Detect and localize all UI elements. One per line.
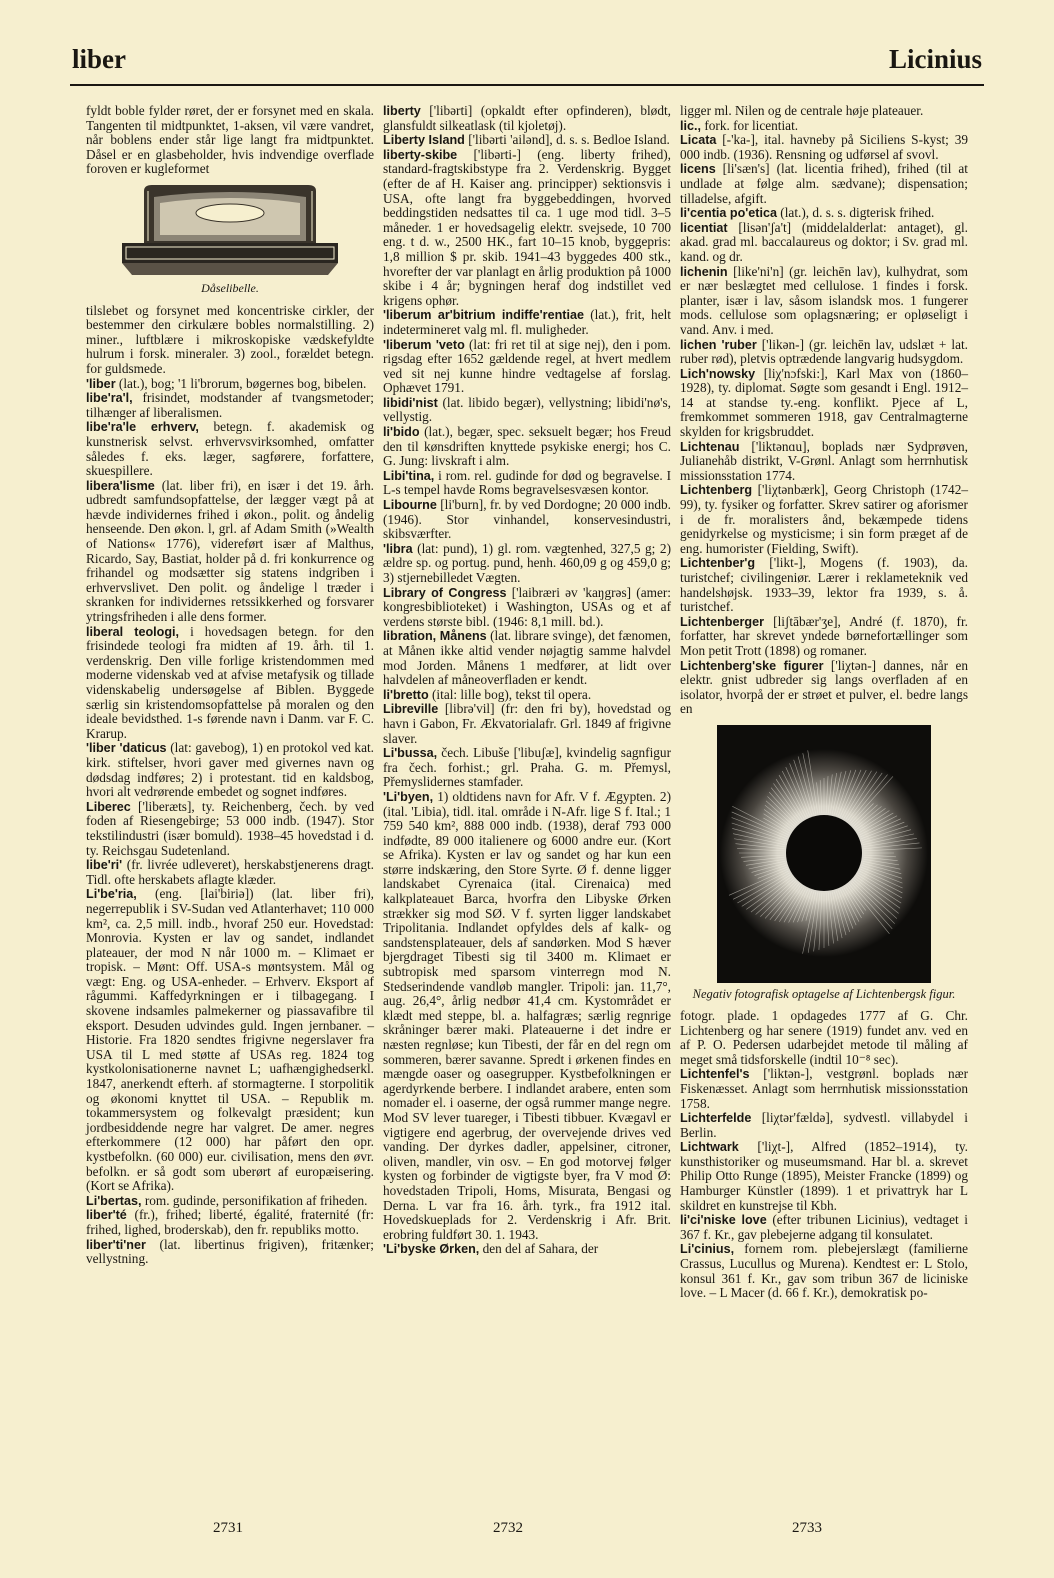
entry-text: ['liχtənbærk], Georg Christoph (1742–99), ty. fysiker og forfatter. Skrev satirer og aforismer i de fr. moralisters ånd, bekæmpede tidens genidyrkelse og mysticisme; i sin form præget af de eng. humorister (Fielding, Swift).	[680, 482, 968, 556]
entry-headword: libera'lisme	[86, 478, 155, 493]
entry-headword: liberty	[383, 104, 421, 118]
entry-text: ['liktənɑu], boplads nær Sydprøven, Julianehåb distrikt, V-Grønl. Anlagt som herrnhutisk missionsstation 1774.	[680, 438, 968, 483]
column-3-entries-bottom	[680, 1009, 968, 1301]
lichtenberg-figure-photo	[717, 725, 931, 983]
entry-headword: 'liber 'daticus	[86, 741, 167, 756]
entry-text: rom. gudinde, personifikation af friheden.	[141, 1192, 368, 1208]
dictionary-entry	[680, 1140, 968, 1213]
entry-text: ['likt-], Mogens (f. 1903), da. turistchef; civilingeniør. Lærer i reklameteknik ved handelshøjsk. 1933–39, lektor fra 1939, s. å. turistchef.	[680, 555, 968, 615]
dictionary-entry	[86, 625, 374, 742]
dictionary-entry	[86, 479, 374, 625]
dictionary-entry	[86, 1194, 374, 1209]
column-1-entries-top	[86, 104, 374, 177]
entry-headword: Lichtenberg	[680, 483, 753, 498]
entry-text: fyldt boble fylder røret, der er forsynet med en skala. Tangenten til midtpunktet, 1-aksen, vil være vandret, når boblens ender står lige langt fra midtpunktet. Dåsel er en glasbeholder, hvis indvendige overflade foroven er kugleformet	[86, 103, 374, 177]
entry-text: (lat.), frit, helt indetermineret valg ml. fl. muligheder.	[383, 307, 672, 337]
entry-text: 1) oldtidens navn for Afr. V f. Ægypten. 2) (ital. 'Libia), tidl. ital. område i N-Afr. lige S f. Ital.; 1 759 540 km², 888 000 indb. (1938), deraf 793 000 indfødte, 89 000 italienere og 6000 andre eur. (Kort se Afrika). Kysten er lav og sandet og har kun een større indskæring, den Store Syrte. Ø f. denne ligger landskabet Cyrenaica (ital. Cirenaica) med kalkplateauet Barca, hvorfra den Libyske Ørken strækker sig mod SØ. V f. syrten ligger landskabet Tripolitania. Indlandet opfyldes dels af kalk- og sandstensplateauer, dels af sandørken. Mod S hæver bjergdraget Tibesti sig til 3400 m. Klimaet er subtropisk med sparsom vinterregn mod N. Stedserindende vandløb mangler. Tripoli: jan. 11,7°, aug. 26,4°, årlig nedbør 41,4 cm. Kystområdet er klædt med steppe, bl. a. halfagræs; særlig regnrige skråninger bærer maki. Plateauerne i det indre er næsten regnløse; kun Tibesti, der får en del regn om sommeren, bærer savanne. Spredt i ørkenen findes en mængde oaser og oasegrupper. Kystbefolkningen er agerdyrkende berbere. I indlandet arabere, enten som nomader el. i oaserne, der også rummer mange negre. Mod SV lever tuareger, i Tibesti tibbuer. Kvægavl er vigtigere end agerbrug, der overvejende drives ved vanding. Der dyrkes dadler, appelsiner, citroner, oliven, mandler, vin osv. – En god motorvej følger kysten og forbinder de vigtigste byer, fra V mod Ø: hovedstaden Tripoli, Homs, Misurata, Bengasi og Derna. L var fra 16. årh. tyrk., fra 1912 ital. Hovedskueplads for 2. Verdenskrig i Afr. Brit. erobring fuldført 30. 1. 1943.	[383, 788, 671, 1242]
entry-text: betegn. f. akademisk og kunstnerisk selvst. erhvervsvirksomhed, omfatter således f. eks. læger, sagførere, forfattere, skuespillere.	[86, 419, 374, 479]
entry-text: (lat.), d. s. s. digterisk frihed.	[776, 205, 935, 221]
entry-text: ['liberæts], ty. Reichenberg, čech. by ved foden af Riesengebirge; 53 000 indb. (1947). Stor tekstilindustri (især bomuld). 1938–45 hovedstad i d. ty. Reichsgau Sudetenland.	[86, 798, 374, 858]
column-1	[86, 104, 374, 1267]
entry-headword: 'Li'byen,	[383, 789, 434, 804]
dictionary-entry	[680, 1242, 968, 1300]
entry-text: fornem rom. plebejerslægt (familierne Crassus, Lucullus og Murena). Kendtest er: L Stolo, konsul 361 f. Kr., gav som tribun 367 de liciniske love. – L Macer (d. 66 f. Kr.), demokratisk po-	[680, 1241, 968, 1301]
column-3-entries-top	[680, 104, 968, 717]
dictionary-entry	[680, 556, 968, 614]
entry-headword: Li'be'ria,	[86, 887, 137, 902]
dictionary-entry	[86, 1208, 374, 1237]
entry-text: [liχtər'fældə], sydvestl. villabydel i Berlin.	[680, 1110, 968, 1140]
entry-text: (efter tribunen Licinius), vedtaget i 367 f. Kr., gav plebejerne adgang til konsulatet.	[680, 1212, 968, 1242]
entry-text: (fr. livrée udleveret), herskabstjenerens dragt. Tidl. ofte herskabets aflagte klæder.	[86, 857, 374, 887]
dictionary-entry	[383, 629, 671, 687]
page-number: 2732	[493, 1520, 523, 1536]
figure-2-caption: Negativ fotografisk optagelse af Lichtenbergsk figur.	[692, 986, 956, 1001]
entry-headword: 'liberum 'veto	[383, 337, 465, 352]
dictionary-entry	[680, 659, 968, 717]
dictionary-entry	[680, 615, 968, 659]
entry-headword: lichen 'ruber	[680, 337, 757, 352]
dictionary-entry	[86, 887, 374, 1193]
dictionary-entry	[680, 221, 968, 265]
entry-text: ['libərti] (opkaldt efter opfinderen), blødt, glansfuldt silkeatlask (til kjoletøj).	[383, 103, 671, 133]
running-header	[72, 44, 982, 84]
dictionary-entry	[383, 746, 671, 790]
column-2-entries	[383, 104, 671, 1257]
header-first-word: liber	[72, 44, 126, 74]
dictionary-entry	[86, 391, 374, 420]
dictionary-entry	[680, 162, 968, 206]
page-number: 2731	[213, 1520, 243, 1536]
entry-text: den del af Sahara, der	[479, 1241, 599, 1257]
entry-text: i hovedsagen betegn. for den frisindede teologi fra midten af 19. årh. til 1. verdenskrig. Den ville forlige kristendommen med moderne videnskab ved at afvise metafysik og tillade videnskabelig undersøgelse af Biblen. Byggede særlig sin kristendomsopfattelse på moralen og den ideale bevidsthed. 1-s førende navn i Danm. var F. C. Krarup.	[86, 623, 375, 741]
dictionary-entry	[86, 1238, 374, 1267]
entry-headword: li'ci'niske love	[680, 1213, 767, 1228]
entry-text: [-'ka-], ital. havneby på Siciliens S-kyst; 39 000 indb. (1936). Rensning og udførsel af svovl.	[680, 132, 968, 162]
entry-text: [liχ'nɔfski:], Karl Max von (1860–1928), ty. diplomat. Søgte som gesandt i Engl. 1912–14 at standse ty.-eng. konflikt. Pjece af L, fremkommet sommeren 1918, gav Centralmagterne skylden for krigsbruddet.	[680, 365, 968, 440]
dictionary-entry	[383, 148, 671, 309]
entry-headword: Library of Congress	[383, 585, 507, 600]
entry-headword: Lichterfelde	[680, 1111, 752, 1126]
entry-headword: Libreville	[383, 702, 439, 717]
entry-text: [like'ni'n] (gr. leichēn lav), kulhydrat, som er nær beslægtet med cellulose. 1 findes i forsk. planter, især i lav, såsom islandsk mos. 1 fungerer mods. cellulose som oplagsnæring; er opløseligt i vand. Anv. i med.	[680, 263, 968, 337]
entry-headword: licentiat	[680, 220, 728, 235]
entry-headword: libidi'nist	[383, 395, 438, 410]
entry-text: (lat.), bog; '1 li'brorum, bøgernes bog, bibelen.	[115, 375, 367, 391]
entry-text: ['libərti-] (eng. liberty frihed), standard-fragtskibstype fra 2. Verdenskrig. Bygget (efter de af H. Kaiser ang. principper) sektionsvis i USA, ofte langt fra byggebeddingen, hvorved beddingstiden nedsattes til ca. 1 uge mod tidl. 3–5 måneder. 1 er hovedsagelig elektr. svejsede, 10 700 eng. t d. w., 2500 HK., fart 10–15 knob, byggepris: 1,8 million $ pr. skib. 1941–43 byggedes 400 stk., hvorefter der var planlagt en årlig produktion på 1000 skibe i 4 år; bygningen heraf dog indstillet ved krigens ophør.	[383, 146, 671, 308]
dictionary-entry	[680, 440, 968, 484]
dictionary-entry	[680, 133, 968, 162]
entry-headword: libe'ra'le erhverv,	[86, 420, 199, 435]
entry-headword: 'libra	[383, 541, 413, 556]
entry-headword: Lichtenau	[680, 439, 740, 454]
dictionary-entry	[383, 338, 671, 396]
dictionary-entry	[86, 858, 374, 887]
entry-headword: Li'bertas,	[86, 1193, 142, 1208]
dictionary-entry	[680, 1213, 968, 1242]
entry-text: ['liχt-], Alfred (1852–1914), ty. kunsthistoriker og museumsmand. Har bl. a. skrevet Philip Otto Runge (1895), Meister Francke (1899) og Hamburger Künstler (1899). 1 et privattryk har L skildret en kunstrejse til Kbh.	[680, 1139, 968, 1213]
entry-headword: lichenin	[680, 264, 728, 279]
entry-headword: li'bido	[383, 425, 420, 440]
dictionary-entry	[383, 790, 671, 1242]
entry-headword: lic.,	[680, 118, 701, 133]
entry-headword: 'Li'byske Ørken,	[383, 1242, 480, 1257]
dictionary-entry	[383, 586, 671, 630]
dictionary-entry	[383, 469, 671, 498]
entry-text: ['liχtən-] dannes, når en elektr. gnist udbreder sig langs overfladen af en isolator, hvorpå der er strøet et pulver, el. bedre langs en	[680, 657, 968, 717]
dictionary-entry	[86, 800, 374, 858]
dictionary-entry	[680, 338, 968, 367]
dictionary-entry	[383, 702, 671, 746]
header-last-word: Licinius	[888, 44, 982, 74]
entry-text: frisindet, modstander af tvangsmetoder; tilhænger af liberalismen.	[86, 390, 374, 420]
entry-headword: libration, Månens	[383, 629, 487, 644]
dictionary-entry	[383, 498, 671, 542]
entry-text: (lat. librare svinge), det fænomen, at Månen ikke altid vender nøjagtig samme halvdel mod Jorden. Månens 1 medfører, at lidt over halvdelen af måneoverfladen er kendt.	[383, 628, 671, 688]
figure-1-caption: Dåselibelle.	[201, 280, 259, 295]
bubble-level-illustration	[120, 183, 340, 279]
dictionary-entry	[383, 1242, 671, 1257]
dictionary-entry	[86, 420, 374, 478]
entry-text: ligger ml. Nilen og de centrale høje plateauer.	[680, 103, 924, 118]
dictionary-entry	[680, 119, 968, 134]
entry-headword: Libi'tina,	[383, 468, 435, 483]
entry-text: ['laibræri əv 'kaŋgrəs] (amer: kongresbiblioteket) i Washington, USAs og et af verdens største bibl. (1946: 8,1 mill. bd.).	[383, 584, 671, 629]
dictionary-entry	[680, 367, 968, 440]
entry-headword: Lichtenberg'ske figurer	[680, 658, 824, 673]
dictionary-entry	[680, 1009, 968, 1067]
column-3	[680, 104, 968, 1301]
entry-text: (ital: lille bog), tekst til opera.	[428, 686, 592, 702]
dictionary-entry	[383, 396, 671, 425]
entry-headword: liber'té	[86, 1208, 127, 1223]
dictionary-entry	[86, 104, 374, 177]
dictionary-entry	[680, 265, 968, 338]
entry-text: [lisən'ʃa't] (middelalderlat: antaget), gl. akad. grad ml. baccalaureus og doktor; i Sv. grad ml. kand. og dr.	[680, 219, 968, 264]
entry-text: ['libərti 'ailənd], d. s. s. Bedloe Island.	[464, 132, 670, 148]
entry-headword: liberal teologi,	[86, 624, 180, 639]
entry-text: čech. Libuše ['libuʃæ], kvindelig sagnfigur fra čech. forhist.; grl. Praha. G. m. Přemysl, Přemyslidernes stamfader.	[383, 745, 671, 790]
entry-text: fotogr. plade. 1 opdagedes 1777 af G. Chr. Lichtenberg og har senere (1919) fundet anv. ved en af P. O. Pedersen udarbejdet metode til måling af meget små tidsforskelle (indtil 10⁻⁸ sec).	[680, 1007, 968, 1067]
entry-headword: Libourne	[383, 498, 437, 513]
dictionary-entry	[680, 206, 968, 221]
entry-text: (lat: gavebog), 1) en protokol ved kat. kirk. stiftelser, hvori gaver med givernes navn og dødsdag indføres; 2) i protestant. tid en kaldsbog, hvori alt vedrørende embedet og sognet indføres.	[86, 740, 374, 800]
entry-headword: Lichtwark	[680, 1140, 739, 1155]
entry-headword: Li'bussa,	[383, 746, 438, 761]
entry-headword: Lichtenberger	[680, 614, 764, 629]
column-1-entries-bottom	[86, 304, 374, 1267]
entry-headword: Liberty Island	[383, 133, 465, 148]
entry-text: (lat. liber fri), en især i det 19. årh. udbredt samfundsopfattelse, der lægger vægt på at hævde individernes frihed i økon., polit. og åndelig henseende. Den økon. l, grl. af Adam Smith (»Wealth of Nations« 1776), videreført især af Malthus, Ricardo, Say, Bastiat, holder på d. fri konkurrence og frihandel og modsætter sig statens indgriben i erhvervslivet. Den polit. og åndelige l træder i skranken for individernes retssikkerhed og forsvarer ytringsfriheden i alle dens former.	[86, 477, 374, 625]
dictionary-entry	[383, 308, 671, 337]
dictionary-entry	[86, 304, 374, 377]
dictionary-entry	[383, 688, 671, 703]
entry-text: ['liktən-], vestgrønl. boplads nær Fiskenæsset. Anlagt som herrnhutisk missionsstation 1758.	[680, 1066, 968, 1111]
entry-text: tilslebet og forsynet med koncentriske cirkler, der bestemmer den cirkulære bobles normalstilling. 2) miner., luftblære i mikroskopiske vædskefyldte hulrum i forsk. mineraler. 3) zool., forældet betegn. for guldsmede.	[86, 302, 374, 376]
entry-headword: 'liberum ar'bitrium indiffe'rentiae	[383, 308, 584, 323]
dictionary-entry	[680, 1111, 968, 1140]
dictionary-entry	[680, 1067, 968, 1111]
entry-text: (lat: fri ret til at sige nej), den i pom. rigsdag efter 1652 gældende regel, at hvert medlem ved sit nej kunne hindre vedtagelse af forslag. Ophævet 1791.	[383, 336, 671, 396]
dictionary-entry	[383, 425, 671, 469]
entry-text: ['likən-] (gr. leichēn lav, udslæt + lat. ruber rød), pletvis optrædende langvarig hudsygdom.	[680, 336, 968, 367]
dictionary-entry	[680, 104, 968, 119]
entry-text: (lat. libertinus frigiven), fritænker; vellystning.	[86, 1236, 374, 1267]
entry-headword: liberty-skibe	[383, 147, 458, 162]
entry-headword: Liberec	[86, 799, 131, 814]
dictionary-entry	[383, 133, 671, 148]
dictionary-entry	[680, 483, 968, 556]
header-rule	[70, 84, 984, 86]
entry-headword: licens	[680, 162, 716, 177]
entry-text: [liʃtābær'ʒe], André (f. 1870), fr. forfatter, har skrevet yndede børnefortællinger som Mon petit Trott (1898) og romaner.	[680, 613, 968, 658]
entry-text: i rom. rel. gudinde for død og begravelse. I L-s tempel havde Roms begravelsesvæsen kontor.	[383, 467, 671, 498]
entry-headword: Lichtenfel's	[680, 1067, 750, 1082]
entry-text: (lat.), begær, spec. seksuelt begær; hos Freud den til kønsdriften knyttede psykiske energi; hos C. G. Jung: livskraft i alm.	[383, 424, 671, 469]
dictionary-entry	[383, 104, 671, 133]
dictionary-entry	[383, 542, 671, 586]
entry-text: (eng. [lai'biriə]) (lat. liber fri), negerrepublik i SV-Sudan ved Atlanterhavet; 110 000 km², ca. 2,5 mill. indb., hvoraf 250 eur. Hovedstad: Monrovia. Kysten er lav og sandet, indlandet plateauer, der mod N når 1000 m. – Klimaet er tropisk. – Mønt: Off. USA-s møntsystem. Mål og vægt: Eng. og USA-enheder. – Erhverv. Eksport af rågummi. Kaffedyrkningen er i tilbagegang. I skovene indsamles palmekerner og piassavafibre til eksport. Desuden udvindes guld. Ingen jernbaner. – Historie. Fra 1820 sendtes frigivne negerslaver fra USA til L med støtte af USAs reg. 1824 tog kystkolonisationerne navnet L; uafhængighedserkl. 1847, anerkendt efterh. af stormagterne. I storpolitik og økonomi knyttet til USA. – Republik m. tokammersystem og folkevalgt præsident; kun jordbesiddende negre har valgret. De amer. negres efterkommere (12 000) har påført den opr. kystbefolkn. (60 000) eur. civilisation, mens den øvr. befolkn. er så godt som uberørt af europæisering. (Kort se Afrika).	[86, 886, 374, 1194]
entry-headword: liber'ti'ner	[86, 1237, 146, 1252]
entry-headword: Lichtenber'g	[680, 556, 756, 571]
entry-text: (lat: pund), 1) gl. rom. vægtenhed, 327,5 g; 2) ældre sp. og portug. pund, henh. 460,09 g og 459,0 g; 3) stjernebilledet Vægten.	[383, 540, 671, 585]
entry-text: fork. for licentiat.	[701, 117, 799, 133]
entry-headword: li'bretto	[383, 687, 429, 702]
dictionary-entry	[86, 377, 374, 392]
entry-headword: libe'ra'l,	[86, 391, 133, 406]
entry-headword: Lich'nowsky	[680, 366, 756, 381]
entry-text: (fr.), frihed; liberté, égalité, fraternité (fr: frihed, lighed, broderskab), den fr. republiks motto.	[86, 1207, 374, 1237]
entry-headword: Licata	[680, 133, 717, 148]
dictionary-entry	[86, 741, 374, 799]
entry-text: [li'sæn's] (lat. licentia frihed), frihed (til at undlade at følge alm. sædvane); dispensation; tilladelse, afgift.	[680, 161, 968, 206]
entry-text: (lat. libido begær), vellystning; libidi'nø's, vellystig.	[383, 394, 671, 425]
entry-headword: 'liber	[86, 376, 116, 391]
column-2	[383, 104, 671, 1257]
entry-headword: libe'ri'	[86, 858, 123, 873]
page-number: 2733	[792, 1520, 822, 1536]
entry-headword: Li'cinius,	[680, 1242, 735, 1257]
entry-text: [li'burn], fr. by ved Dordogne; 20 000 indb. (1946). Stor vinhandel, konservesindustri, skibsværfter.	[383, 497, 671, 542]
entry-headword: li'centia po'etica	[680, 206, 777, 221]
entry-text: [librə'vil] (fr: den fri by), hovedstad og havn i Gabon, Fr. Ækvatorialafr. Grl. 1849 af frigivne slaver.	[383, 701, 671, 746]
